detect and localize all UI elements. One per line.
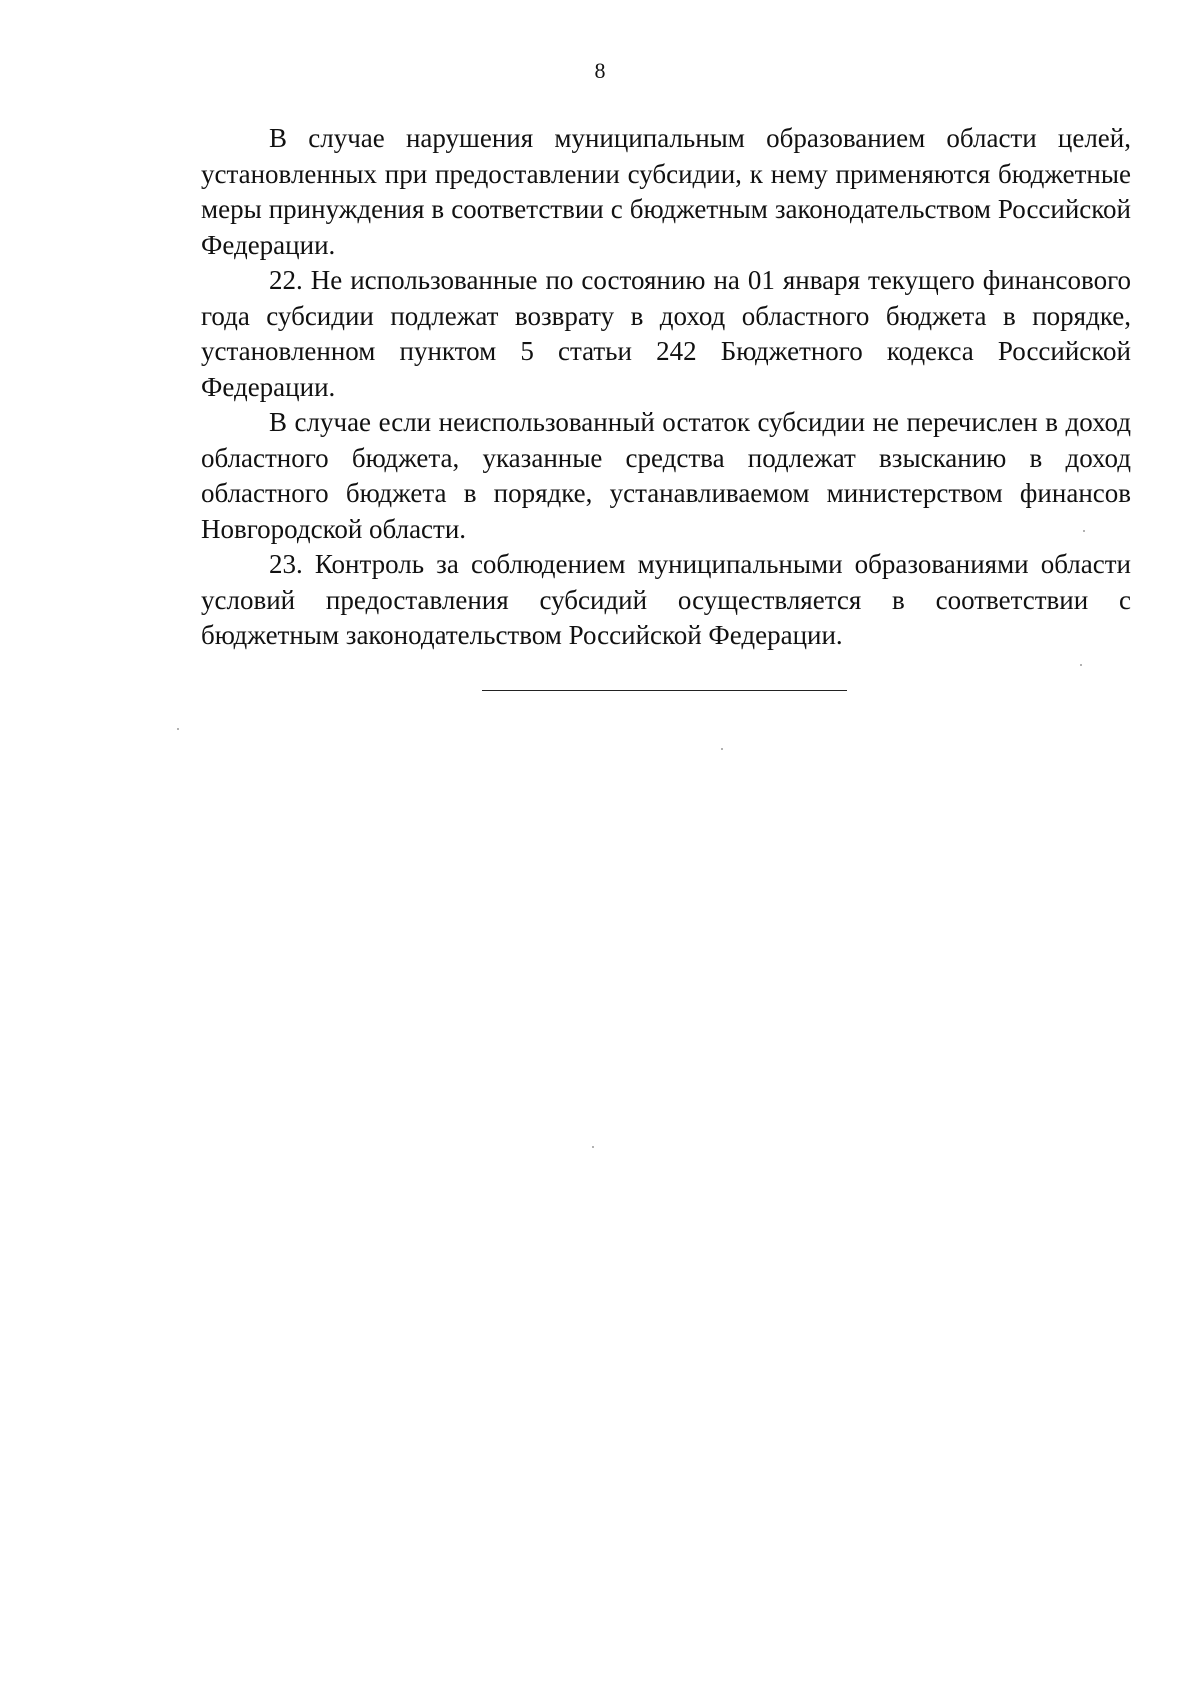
scan-speck — [177, 728, 179, 730]
document-body — [201, 121, 1131, 654]
scan-speck — [1083, 530, 1085, 532]
closing-horizontal-rule — [482, 690, 847, 691]
scan-speck — [1080, 664, 1082, 666]
paragraph-unused-balance-recovery: В случае если неиспользованный остаток субсидии не перечислен в доход областного бюджета, указанные средства подлежат взысканию в доход областного бюджета в порядке, устанавливаемом министерством финансов Новгородской области. — [201, 407, 1131, 544]
scan-speck — [721, 748, 723, 750]
scan-speck — [592, 1146, 594, 1148]
paragraph-23-control: 23. Контроль за соблюдением муниципальными образованиями области условий предоставления субсидий осуществляется в соответствии с бюджетным законодательством Российской Федерации. — [201, 549, 1131, 650]
paragraph-22-unused-subsidy-return: 22. Не использованные по состоянию на 01 января текущего финансового года субсидии подлежат возврату в доход областного бюджета в порядке, установленном пунктом 5 статьи 242 Бюджетного кодекса Российской Федерации. — [201, 265, 1131, 402]
page-number: 8 — [594, 58, 606, 83]
paragraph-violation-measures: В случае нарушения муниципальным образованием области целей, установленных при предоставлении субсидии, к нему применяются бюджетные меры принуждения в соответствии с бюджетным законодательством Российской Федерации. — [201, 123, 1131, 260]
